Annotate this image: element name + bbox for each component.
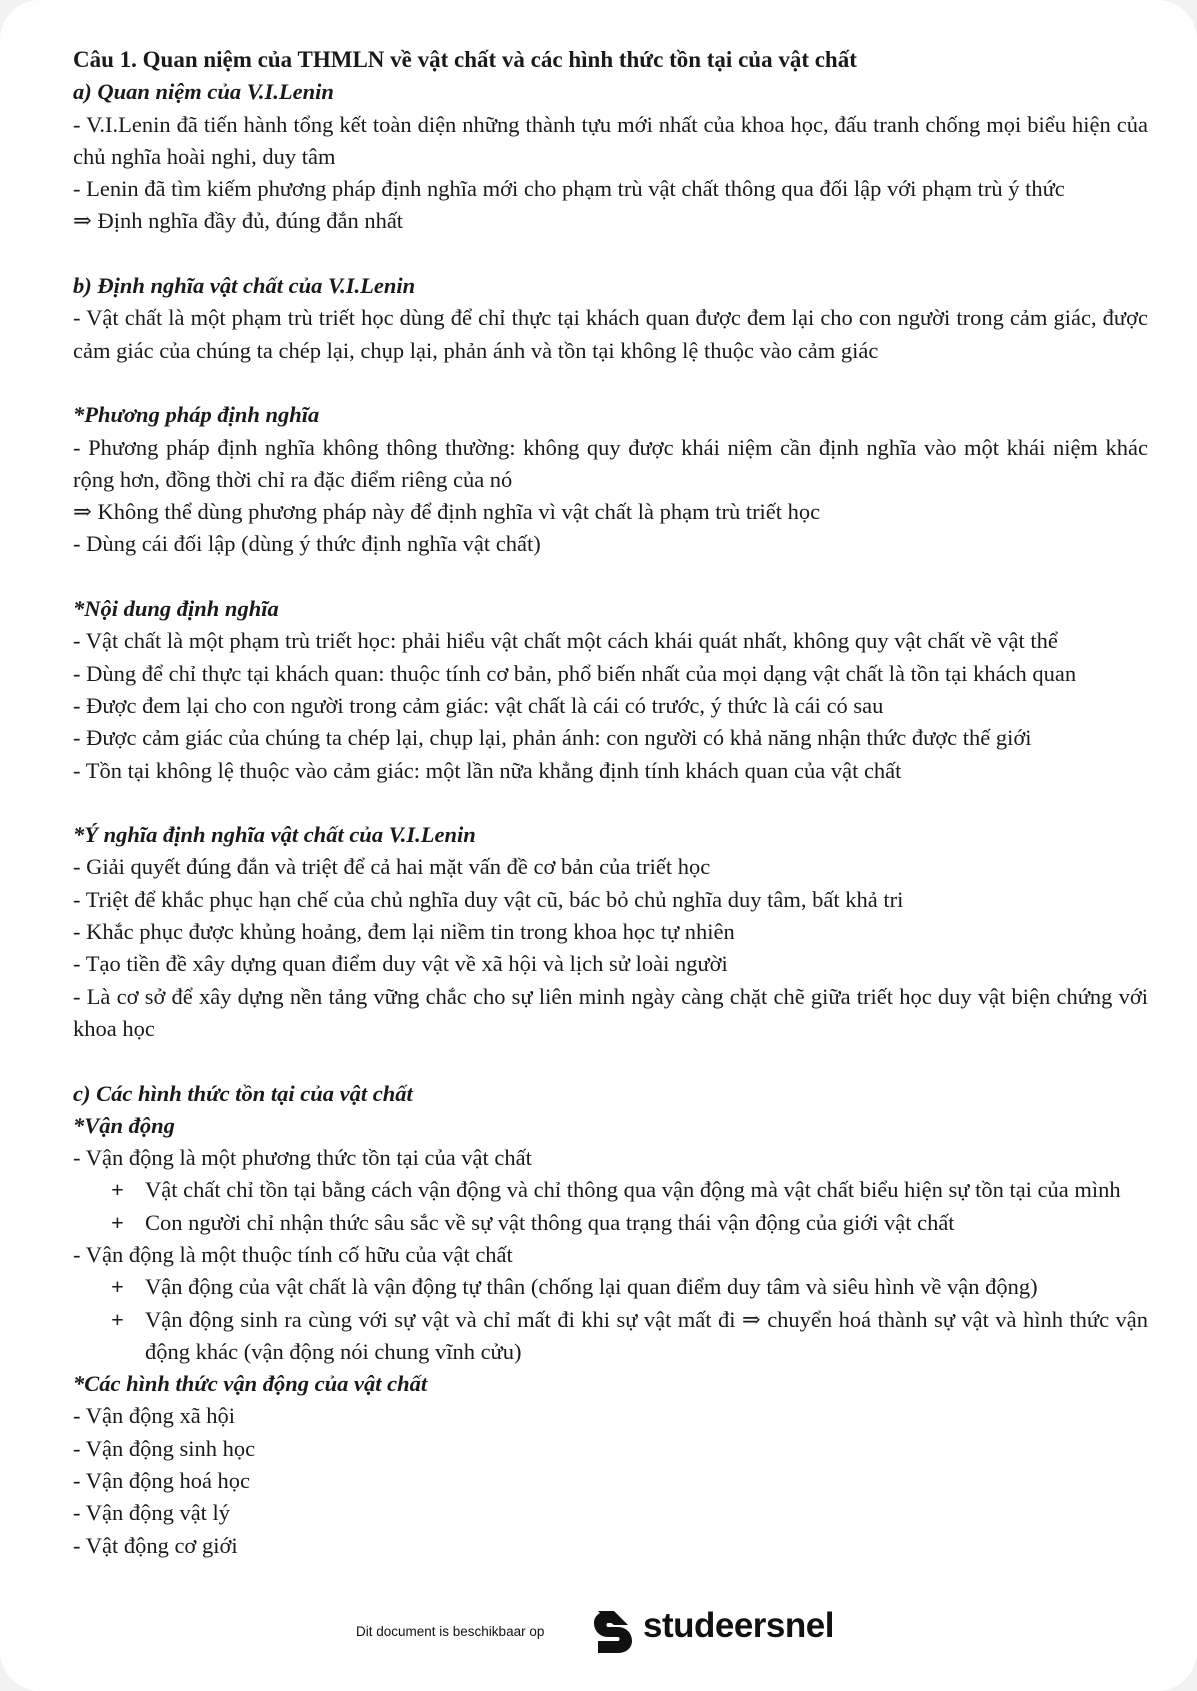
plus-bullet: +: [111, 1274, 124, 1300]
footer-availability-text: Dit document is beschikbaar op: [356, 1624, 545, 1639]
section-b-paragraph: - Vật chất là một phạm trù triết học dùng để chỉ thực tại khách quan được đem lại cho con người trong cảm giác, được cảm giác của chúng ta chép lại, chụp lại, phản ánh và tồn tại không lệ thuộc vào cảm giác: [73, 305, 1148, 363]
meaning-item: - Triệt để khắc phục hạn chế của chủ nghĩa duy vật cũ, bác bỏ chủ nghĩa duy tâm, bất khả tri: [73, 886, 904, 912]
content-def-item: - Dùng để chỉ thực tại khách quan: thuộc tính cơ bản, phổ biến nhất của mọi dạng vật chất là tồn tại khách quan: [73, 660, 1077, 686]
meaning-item: - Tạo tiền đề xây dựng quan điểm duy vật về xã hội và lịch sử loài người: [73, 951, 728, 977]
page-title: Câu 1. Quan niệm của THMLN về vật chất và các hình thức tồn tại của vật chất: [73, 47, 857, 72]
section-a-paragraph: - Lenin đã tìm kiếm phương pháp định nghĩa mới cho phạm trù vật chất thông qua đối lập với phạm trù ý thức: [73, 176, 1065, 202]
meaning-heading: *Ý nghĩa định nghĩa vật chất của V.I.Lenin: [73, 822, 476, 848]
motion-subheading: *Vận động: [73, 1112, 175, 1138]
section-a-conclusion: ⇒ Định nghĩa đầy đủ, đúng đắn nhất: [73, 208, 404, 234]
studeersnel-logo-icon[interactable]: [590, 1607, 636, 1655]
forms-item: - Vận động vật lý: [73, 1500, 231, 1526]
section-c-heading: c) Các hình thức tồn tại của vật chất: [73, 1080, 413, 1106]
method-paragraph: - Dùng cái đối lập (dùng ý thức định nghĩa vật chất): [73, 531, 541, 557]
forms-item: - Vận động hoá học: [73, 1468, 251, 1494]
content-def-item: - Tồn tại không lệ thuộc vào cảm giác: một lần nữa khẳng định tính khách quan của vật chất: [73, 757, 902, 783]
motion-subitem-text: Con người chỉ nhận thức sâu sắc về sự vật thông qua trạng thái vận động của giới vật chất: [145, 1209, 955, 1235]
meaning-item: - Giải quyết đúng đắn và triệt để cả hai mặt vấn đề cơ bản của triết học: [73, 854, 711, 880]
plus-bullet: +: [111, 1209, 124, 1235]
forms-item: - Vật động cơ giới: [73, 1532, 238, 1558]
forms-heading: *Các hình thức vận động của vật chất: [73, 1371, 428, 1397]
section-a-heading: a) Quan niệm của V.I.Lenin: [73, 79, 334, 105]
meaning-item: - Khắc phục được khủng hoảng, đem lại niềm tin trong khoa học tự nhiên: [73, 919, 735, 945]
footer-banner[interactable]: [0, 1604, 1197, 1660]
plus-bullet: +: [111, 1306, 124, 1332]
method-conclusion: ⇒ Không thể dùng phương pháp này để định nghĩa vì vật chất là phạm trù triết học: [73, 499, 821, 525]
motion-subitem: [73, 1271, 1148, 1303]
section-b-heading: b) Định nghĩa vật chất của V.I.Lenin: [73, 273, 416, 299]
document-content: [73, 44, 1148, 1562]
motion-item: - Vận động là một thuộc tính cố hữu của vật chất: [73, 1241, 513, 1267]
method-paragraph: - Phương pháp định nghĩa không thông thường: không quy được khái niệm cần định nghĩa vào một khái niệm khác rộng hơn, đồng thời chỉ ra đặc điểm riêng của nó: [73, 434, 1148, 492]
motion-subitem-text: Vận động của vật chất là vận động tự thân (chống lại quan điểm duy tâm và siêu hình về vận động): [145, 1274, 1038, 1300]
motion-subitem-text: Vật chất chỉ tồn tại bằng cách vận động và chỉ thông qua vận động mà vật chất biểu hiện sự tồn tại của mình: [145, 1177, 1121, 1203]
plus-bullet: +: [111, 1177, 124, 1203]
section-a-paragraph: - V.I.Lenin đã tiến hành tổng kết toàn diện những thành tựu mới nhất của khoa học, đấu tranh chống mọi biểu hiện của chủ nghĩa hoài nghi, duy tâm: [73, 111, 1148, 169]
forms-item: - Vận động sinh học: [73, 1435, 256, 1461]
motion-subitem: [73, 1207, 1148, 1239]
motion-subitem: [73, 1174, 1148, 1206]
content-def-heading: *Nội dung định nghĩa: [73, 596, 279, 622]
motion-subitem: [73, 1304, 1148, 1369]
content-def-item: - Được cảm giác của chúng ta chép lại, chụp lại, phản ánh: con người có khả năng nhận thức được thế giới: [73, 725, 1032, 751]
content-def-item: - Được đem lại cho con người trong cảm giác: vật chất là cái có trước, ý thức là cái có sau: [73, 692, 884, 718]
method-heading: *Phương pháp định nghĩa: [73, 402, 320, 428]
meaning-item: - Là cơ sở để xây dựng nền tảng vững chắc cho sự liên minh ngày càng chặt chẽ giữa triết học duy vật biện chứng với khoa học: [73, 983, 1148, 1041]
content-def-item: - Vật chất là một phạm trù triết học: phải hiểu vật chất một cách khái quát nhất, không quy vật chất về vật thể: [73, 628, 1058, 654]
motion-subitem-text: Vận động sinh ra cùng với sự vật và chỉ mất đi khi sự vật mất đi ⇒ chuyển hoá thành sự vật và hình thức vận động khác (vận động nói chung vĩnh cửu): [145, 1306, 1148, 1364]
motion-item: - Vận động là một phương thức tồn tại của vật chất: [73, 1145, 532, 1171]
forms-item: - Vận động xã hội: [73, 1403, 236, 1429]
studeersnel-brand[interactable]: studeersnel: [643, 1606, 834, 1645]
